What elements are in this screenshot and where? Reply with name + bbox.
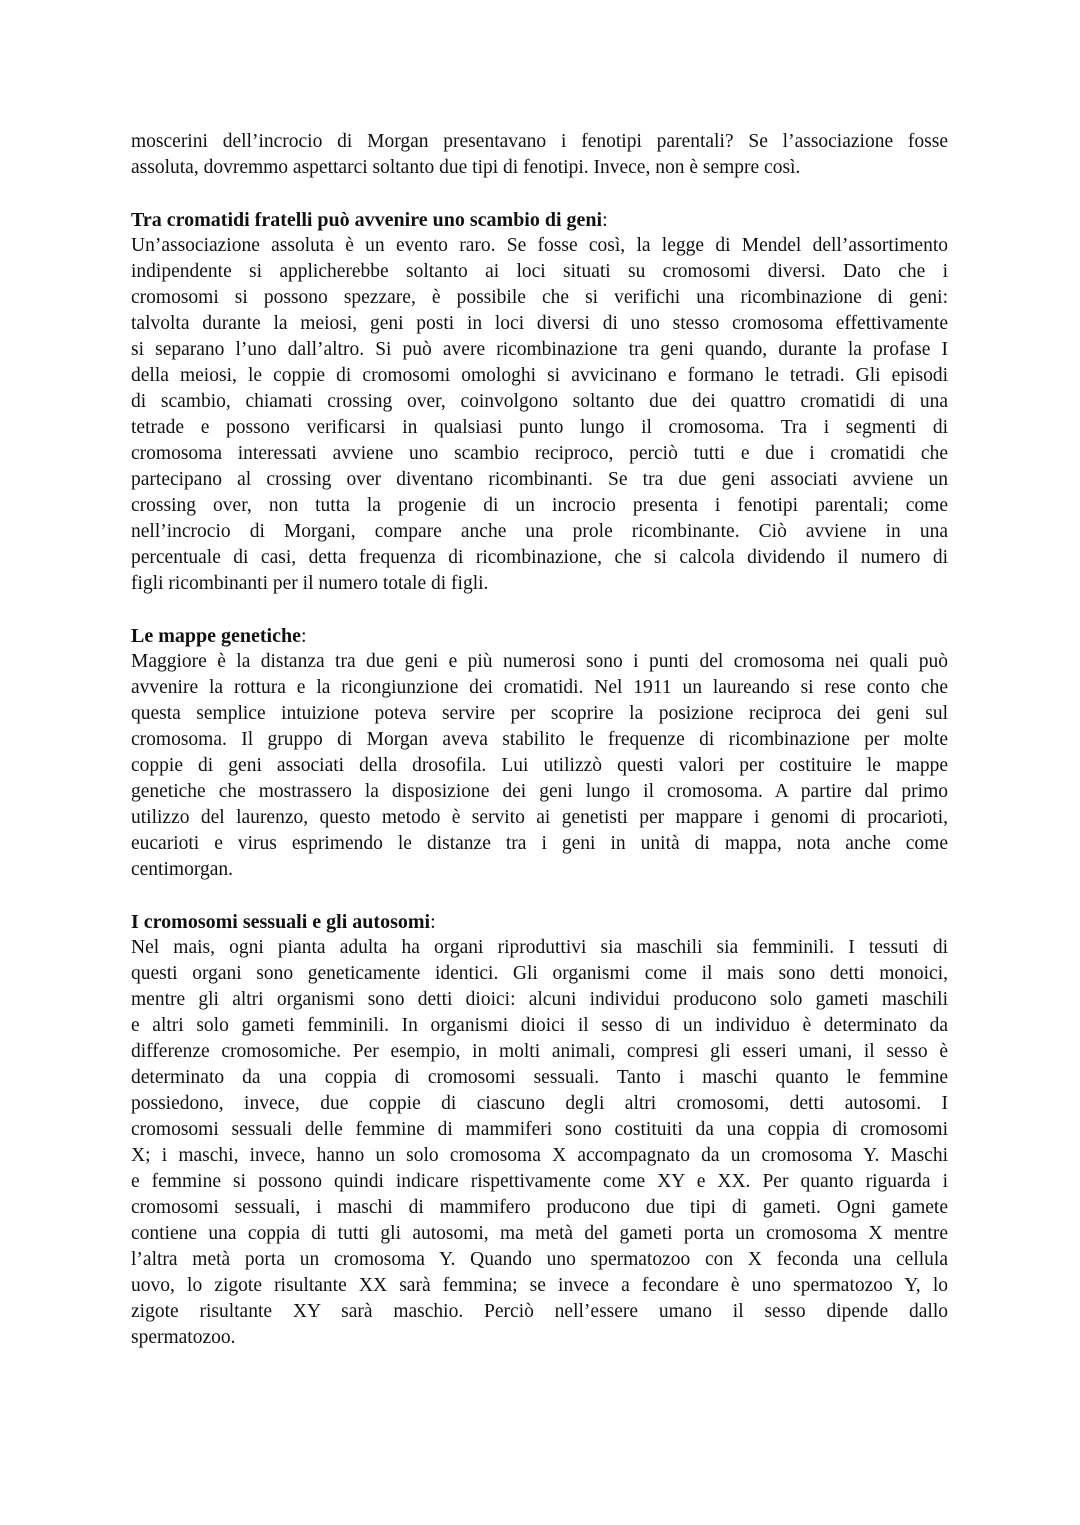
section-paragraph bbox=[131, 233, 948, 597]
heading-colon: : bbox=[602, 209, 608, 231]
text-line: partecipano al crossing over diventano ricombinanti. Se tra due geni associati avviene un bbox=[131, 469, 948, 490]
text-line: centimorgan. bbox=[131, 859, 233, 880]
text-line: differenze cromosomiche. Per esempio, in molti animali, compresi gli esseri umani, il sesso è bbox=[131, 1041, 948, 1062]
text-line: questi organi sono geneticamente identici. Gli organismi come il mais sono detti monoici, bbox=[131, 963, 948, 984]
text-line: determinato da una coppia di cromosomi sessuali. Tanto i maschi quanto le femmine bbox=[131, 1067, 948, 1088]
text-line: avvenire la rottura e la ricongiunzione dei cromatidi. Nel 1911 un laureando si rese conto che bbox=[131, 677, 948, 698]
text-line: coppie di geni associati della drosofila. Lui utilizzò questi valori per costituire le mappe bbox=[131, 755, 948, 776]
text-line: Nel mais, ogni pianta adulta ha organi riproduttivi sia maschili sia femminili. I tessuti di bbox=[131, 937, 948, 958]
text-line: possiedono, invece, due coppie di ciascuno degli altri cromosomi, detti autosomi. I bbox=[131, 1093, 948, 1114]
section-heading bbox=[131, 623, 948, 649]
text-line: cromosomi sessuali, i maschi di mammifero producono due tipi di gameti. Ogni gamete bbox=[131, 1197, 948, 1218]
text-line: di scambio, chiamati crossing over, coinvolgono soltanto due dei quattro cromatidi di una bbox=[131, 391, 948, 412]
text-line: assoluta, dovremmo aspettarci soltanto due tipi di fenotipi. Invece, non è sempre così. bbox=[131, 157, 801, 178]
section-heading-text: Le mappe genetiche bbox=[131, 625, 301, 647]
text-line: della meiosi, le coppie di cromosomi omologhi si avvicinano e formano le tetradi. Gli episodi bbox=[131, 365, 948, 386]
text-line: utilizzo del laurenzo, questo metodo è servito ai genetisti per mappare i genomi di procarioti, bbox=[131, 807, 948, 828]
section bbox=[131, 623, 948, 883]
text-line: cromosoma interessati avviene uno scambio reciproco, perciò tutti e due i cromatidi che bbox=[131, 443, 948, 464]
section-heading bbox=[131, 207, 948, 233]
section bbox=[131, 207, 948, 597]
section-paragraph bbox=[131, 935, 948, 1351]
text-line: cromosomi sessuali delle femmine di mammiferi sono costituiti da una coppia di cromosomi bbox=[131, 1119, 948, 1140]
section-heading-text: Tra cromatidi fratelli può avvenire uno scambio di geni bbox=[131, 209, 603, 231]
text-line: genetiche che mostrassero la disposizione dei geni lungo il cromosoma. A partire dal primo bbox=[131, 781, 948, 802]
text-line: indipendente si applicherebbe soltanto ai loci situati su cromosomi diversi. Dato che i bbox=[131, 261, 948, 282]
section-paragraph bbox=[131, 649, 948, 883]
document-page bbox=[131, 129, 948, 1351]
text-line: zigote risultante XY sarà maschio. Perciò nell’essere umano il sesso dipende dallo bbox=[131, 1301, 948, 1322]
text-line: e femmine si possono quindi indicare rispettivamente come XY e XX. Per quanto riguarda i bbox=[131, 1171, 948, 1192]
text-line: Maggiore è la distanza tra due geni e più numerosi sono i punti del cromosoma nei quali può bbox=[131, 651, 948, 672]
text-line: Un’associazione assoluta è un evento raro. Se fosse così, la legge di Mendel dell’assortimento bbox=[131, 235, 948, 256]
section-heading-text: I cromosomi sessuali e gli autosomi bbox=[131, 911, 431, 933]
section bbox=[131, 909, 948, 1351]
text-line: X; i maschi, invece, hanno un solo cromosoma X accompagnato da un cromosoma Y. Maschi bbox=[131, 1145, 948, 1166]
text-line: figli ricombinanti per il numero totale di figli. bbox=[131, 573, 489, 594]
text-line: nell’incrocio di Morgani, compare anche una prole ricombinante. Ciò avviene in una bbox=[131, 521, 948, 542]
text-line: l’altra metà porta un cromosoma Y. Quando uno spermatozoo con X feconda una cellula bbox=[131, 1249, 948, 1270]
text-line: moscerini dell’incrocio di Morgan presentavano i fenotipi parentali? Se l’associazione fosse bbox=[131, 131, 948, 152]
intro-paragraph bbox=[131, 129, 948, 181]
heading-colon: : bbox=[300, 625, 307, 647]
text-line: questa semplice intuizione poteva servire per scoprire la posizione reciproca dei geni sul bbox=[131, 703, 948, 724]
text-line: crossing over, non tutta la progenie di un incrocio presenta i fenotipi parentali; come bbox=[131, 495, 948, 516]
text-line: cromosomi si possono spezzare, è possibile che si verifichi una ricombinazione di geni: bbox=[131, 287, 948, 308]
text-line: eucarioti e virus esprimendo le distanze tra i geni in unità di mappa, nota anche come bbox=[131, 833, 948, 854]
text-line: e altri solo gameti femminili. In organismi dioici il sesso di un individuo è determinato da bbox=[131, 1015, 948, 1036]
text-line: talvolta durante la meiosi, geni posti in loci diversi di uno stesso cromosoma effettivamente bbox=[131, 313, 948, 334]
text-line: uovo, lo zigote risultante XX sarà femmina; se invece a fecondare è uno spermatozoo Y, lo bbox=[131, 1275, 948, 1296]
text-line: tetrade e possono verificarsi in qualsiasi punto lungo il cromosoma. Tra i segmenti di bbox=[131, 417, 948, 438]
text-line: si separano l’uno dall’altro. Si può avere ricombinazione tra geni quando, durante la profase I bbox=[131, 339, 948, 360]
heading-colon: : bbox=[430, 911, 436, 933]
text-line: percentuale di casi, detta frequenza di ricombinazione, che si calcola dividendo il numero di bbox=[131, 547, 948, 568]
text-line: contiene una coppia di tutti gli autosomi, ma metà del gameti porta un cromosoma X mentre bbox=[131, 1223, 948, 1244]
text-line: mentre gli altri organismi sono detti dioici: alcuni individui producono solo gameti maschili bbox=[131, 989, 948, 1010]
section-heading bbox=[131, 909, 948, 935]
text-line: spermatozoo. bbox=[131, 1327, 236, 1348]
text-line: cromosoma. Il gruppo di Morgan aveva stabilito le frequenze di ricombinazione per molte bbox=[131, 729, 948, 750]
